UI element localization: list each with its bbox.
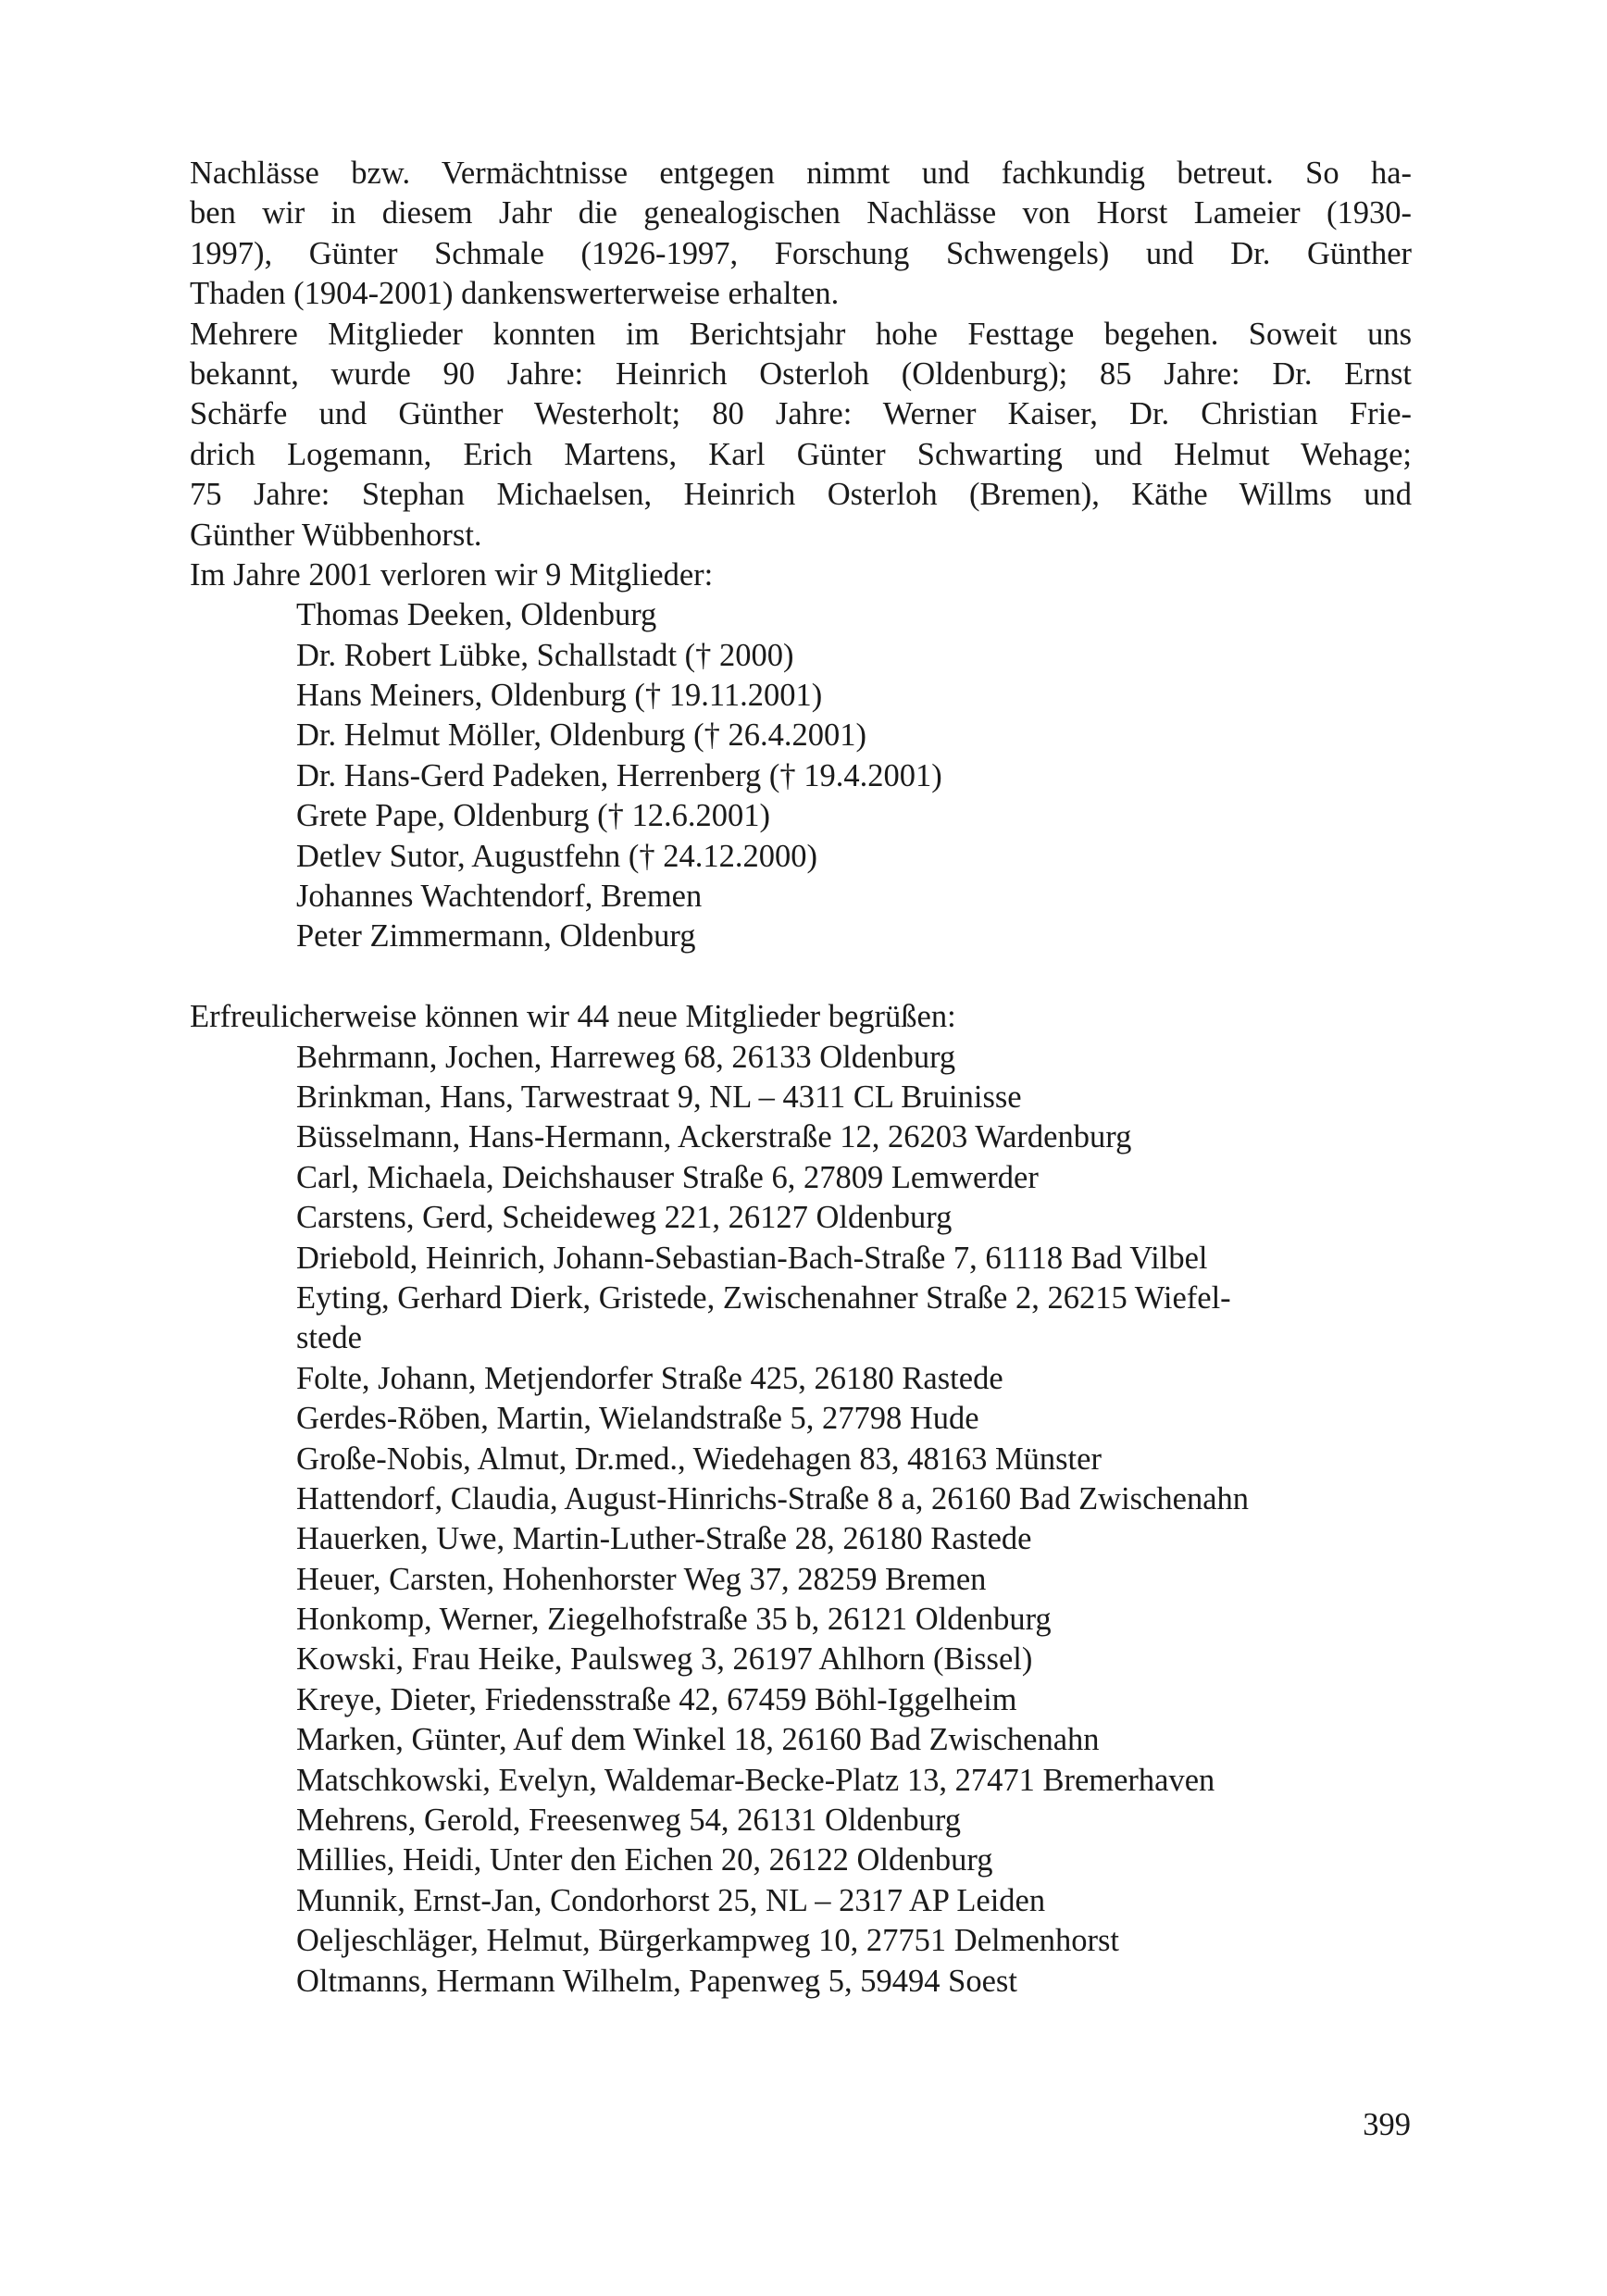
list-item: Grete Pape, Oldenburg († 12.6.2001) — [296, 798, 770, 834]
list-item: Mehrens, Gerold, Freesenweg 54, 26131 Oldenburg — [296, 1803, 961, 1839]
list-item: Gerdes-Röben, Martin, Wielandstraße 5, 27798 Hude — [296, 1401, 979, 1437]
text-line: Thaden (1904-2001) dankenswerterweise erhalten. — [190, 276, 840, 312]
list-item: Oltmanns, Hermann Wilhelm, Papenweg 5, 59494 Soest — [296, 1963, 1017, 1999]
new-members-intro: Erfreulicherweise können wir 44 neue Mitglieder begrüßen: — [190, 999, 956, 1035]
text-line: Nachlässe bzw. Vermächtnisse entgegen nimmt und fachkundig betreut. So ha- — [190, 156, 1412, 191]
list-item: Hans Meiners, Oldenburg († 19.11.2001) — [296, 678, 823, 714]
list-item: Johannes Wachtendorf, Bremen — [296, 879, 703, 915]
list-item: Hattendorf, Claudia, August-Hinrichs-Straße 8 a, 26160 Bad Zwischenahn — [296, 1480, 1250, 1516]
list-item: Büsselmann, Hans-Hermann, Ackerstraße 12, 26203 Wardenburg — [296, 1119, 1132, 1155]
text-line: Schärfe und Günther Westerholt; 80 Jahre: Werner Kaiser, Dr. Christian Frie- — [190, 396, 1412, 432]
text-line: 1997), Günter Schmale (1926-1997, Forschung Schwengels) und Dr. Günther — [190, 235, 1412, 271]
list-item: Folte, Johann, Metjendorfer Straße 425, 26180 Rastede — [296, 1360, 1003, 1396]
page-body — [190, 154, 1412, 2002]
text-line: drich Logemann, Erich Martens, Karl Günter Schwarting und Helmut Wehage; — [190, 436, 1412, 472]
deceased-section — [190, 555, 1412, 957]
paragraph-bequests — [190, 154, 1412, 315]
list-item: Hauerken, Uwe, Martin-Luther-Straße 28, 26180 Rastede — [296, 1521, 1032, 1557]
list-item: Behrmann, Jochen, Harreweg 68, 26133 Oldenburg — [296, 1039, 956, 1075]
deceased-intro: Im Jahre 2001 verloren wir 9 Mitglieder: — [190, 556, 714, 593]
text-line: ben wir in diesem Jahr die genealogischen Nachlässe von Horst Lameier (1930- — [190, 195, 1412, 231]
list-item: Honkomp, Werner, Ziegelhofstraße 35 b, 26121 Oldenburg — [296, 1602, 1052, 1638]
list-item: Eyting, Gerhard Dierk, Gristede, Zwischenahner Straße 2, 26215 Wiefel- — [296, 1279, 1231, 1316]
list-item: Driebold, Heinrich, Johann-Sebastian-Bach-Straße 7, 61118 Bad Vilbel — [296, 1240, 1208, 1276]
list-item: Millies, Heidi, Unter den Eichen 20, 26122 Oldenburg — [296, 1842, 993, 1878]
list-item: Detlev Sutor, Augustfehn († 24.12.2000) — [296, 838, 818, 874]
list-item: Brinkman, Hans, Tarwestraat 9, NL – 4311 CL Bruinisse — [296, 1079, 1022, 1115]
list-item: Thomas Deeken, Oldenburg — [296, 597, 657, 633]
list-item: Kreye, Dieter, Friedensstraße 42, 67459 Böhl-Iggelheim — [296, 1681, 1017, 1717]
new-members-section — [190, 997, 1412, 2002]
list-item: Kowski, Frau Heike, Paulsweg 3, 26197 Ahlhorn (Bissel) — [296, 1641, 1033, 1678]
spacer — [190, 957, 1412, 997]
text-line: Günther Wübbenhorst. — [190, 517, 482, 553]
list-item: Peter Zimmermann, Oldenburg — [296, 918, 696, 955]
paragraph-anniversaries — [190, 315, 1412, 555]
list-item: Dr. Robert Lübke, Schallstadt († 2000) — [296, 637, 794, 673]
list-item: Carl, Michaela, Deichshauser Straße 6, 27809 Lemwerder — [296, 1159, 1039, 1195]
list-item: Matschkowski, Evelyn, Waldemar-Becke-Platz 13, 27471 Bremerhaven — [296, 1762, 1215, 1798]
page-number: 399 — [1363, 2107, 1411, 2142]
text-line: Mehrere Mitglieder konnten im Berichtsjahr hohe Festtage begehen. Soweit uns — [190, 316, 1412, 352]
text-line: 75 Jahre: Stephan Michaelsen, Heinrich Osterloh (Bremen), Käthe Willms und — [190, 477, 1412, 513]
list-item: Munnik, Ernst-Jan, Condorhorst 25, NL – 2317 AP Leiden — [296, 1882, 1046, 1918]
list-item: Carstens, Gerd, Scheideweg 221, 26127 Oldenburg — [296, 1200, 953, 1236]
list-item: Große-Nobis, Almut, Dr.med., Wiedehagen 83, 48163 Münster — [296, 1441, 1102, 1477]
list-item: Heuer, Carsten, Hohenhorster Weg 37, 28259 Bremen — [296, 1561, 987, 1597]
text-line: bekannt, wurde 90 Jahre: Heinrich Osterloh (Oldenburg); 85 Jahre: Dr. Ernst — [190, 356, 1412, 392]
list-item-continuation: stede — [296, 1320, 362, 1356]
list-item: Oeljeschläger, Helmut, Bürgerkampweg 10, 27751 Delmenhorst — [296, 1923, 1120, 1959]
list-item: Dr. Helmut Möller, Oldenburg († 26.4.2001) — [296, 718, 867, 754]
list-item: Marken, Günter, Auf dem Winkel 18, 26160 Bad Zwischenahn — [296, 1722, 1100, 1758]
list-item: Dr. Hans-Gerd Padeken, Herrenberg († 19.4.2001) — [296, 757, 942, 793]
